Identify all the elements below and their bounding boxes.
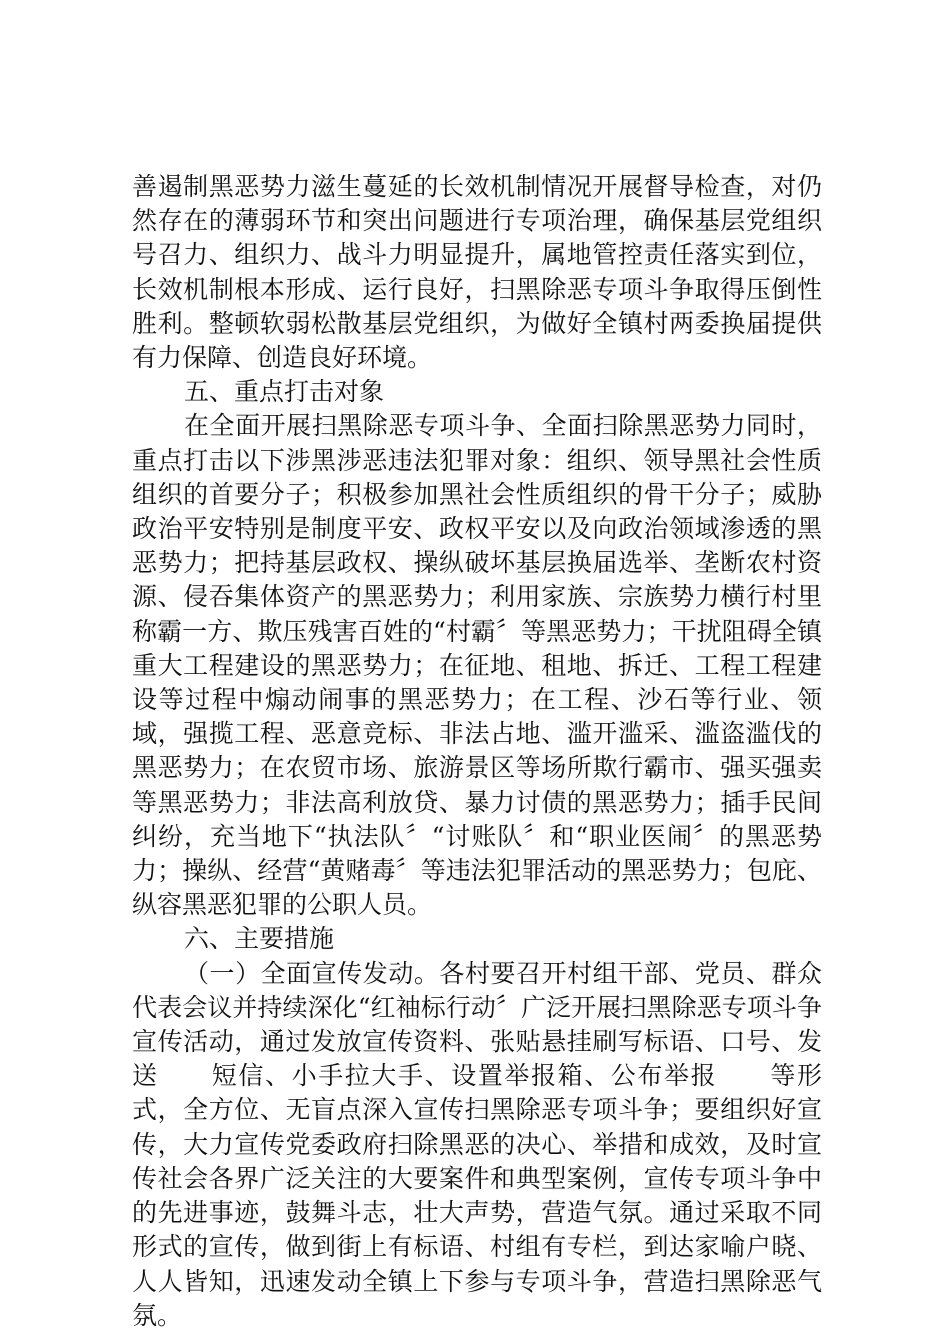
section-heading-six: 六、主要措施 [184,924,335,954]
document-page [132,170,822,1333]
paragraph-continuation: 善遏制黑恶势力滋生蔓延的长效机制情况开展督导检查，对仍然存在的薄弱环节和突出问题进行专项治理，确保基层党组织号召力、组织力、战斗力明显提升，属地管控责任落实到位，长效机制根本形成、运行良好，扫黑除恶专项斗争取得压倒性胜利。整顿软弱松散基层党组织，为做好全镇村两委换届提供有力保障、创造良好环境。 [132,172,822,373]
paragraph-key-targets: 在全面开展扫黑除恶专项斗争、全面扫除黑恶势力同时，重点打击以下涉黑涉恶违法犯罪对象：组织、领导黑社会性质组织的首要分子；积极参加黑社会性质组织的骨干分子；威胁政治平安特别是制度平安、政权平安以及向政治领域渗透的黑恶势力；把持基层政权、操纵破坏基层换届选举、垄断农村资源、侵吞集体资产的黑恶势力；利用家族、宗族势力横行村里称霸一方、欺压残害百姓的“村霸〞等黑恶势力；干扰阻碍全镇重大工程建设的黑恶势力；在征地、租地、拆迁、工程工程建设等过程中煽动闹事的黑恶势力；在工程、沙石等行业、领域，强揽工程、恶意竞标、非法占地、滥开滥采、滥盗滥伐的黑恶势力；在农贸市场、旅游景区等场所欺行霸市、强买强卖等黑恶势力；非法高利放贷、暴力讨债的黑恶势力；插手民间纠纷，充当地下“执法队〞“讨账队〞和“职业医闹〞的黑恶势力；操纵、经营“黄赌毒〞等违法犯罪活动的黑恶势力；包庇、纵容黑恶犯罪的公职人员。 [132,411,822,920]
section-heading-five: 五、重点打击对象 [184,377,385,407]
paragraph-publicity: （一）全面宣传发动。各村要召开村组干部、党员、群众代表会议并持续深化“红袖标行动〞广泛开展扫黑除恶专项斗争宣传活动，通过发放宣传资料、张贴悬挂刷写标语、口号、发送 短信、小手拉大手、设置举报箱、公布举报 等形式，全方位、无盲点深入宣传扫黑除恶专项斗争；要组织好宣传，大力宣传党委政府扫除黑恶的决心、举措和成效，及时宣传社会各界广泛关注的大要案件和典型案例，宣传专项斗争中的先进事迹，鼓舞斗志，壮大声势，营造气氛。通过采取不同形式的宣传，做到街上有标语、村组有专栏，到达家喻户晓、人人皆知，迅速发动全镇上下参与专项斗争，营造扫黑除恶气氛。 [132,958,822,1330]
